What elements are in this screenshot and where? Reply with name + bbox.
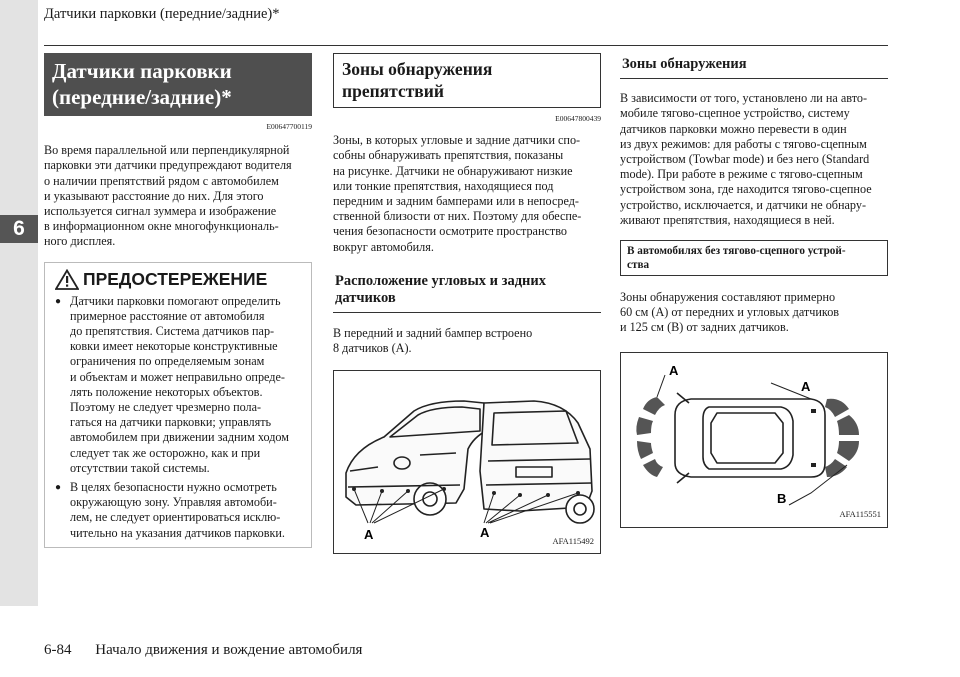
text-line: автомобилем при движении задним ходом <box>70 430 289 445</box>
text-line: окружающую зону. Управляя автомоби- <box>70 495 277 510</box>
text-line: ограничения по определяемым зонам <box>70 354 265 369</box>
text-line: 8 датчиков (A). <box>333 341 412 356</box>
label-b-rear-zone: B <box>777 490 787 506</box>
text-line: или тонкие препятствия, находящиеся под <box>333 178 554 193</box>
title-line: Датчики парковки <box>52 59 232 83</box>
top-view-zones-illustration <box>621 353 887 527</box>
text-line: 60 см (A) от передних и угловых датчиков <box>620 305 840 320</box>
text-line: на рисунке. Датчики не обнаруживают низкие <box>333 163 573 178</box>
text-line: до препятствия. Система датчиков пар- <box>70 324 275 339</box>
text-line: о наличии препятствий рядом с автомобилем <box>44 173 279 188</box>
note-box-no-towbar <box>620 240 888 276</box>
distances-paragraph <box>620 290 888 336</box>
title-line: Расположение угловых и задних <box>335 272 547 289</box>
zones-paragraph <box>333 133 601 255</box>
text-line: В зависимости от того, установлено ли на авто- <box>620 91 868 106</box>
warning-triangle-icon <box>55 269 79 290</box>
figure-code: AFA115492 <box>552 536 594 547</box>
text-line: Во время параллельной или перпендикулярной <box>44 143 290 158</box>
text-line: живают препятствия, находящиеся в ней. <box>620 212 835 227</box>
text-line: чительно на указания датчиков парковки. <box>70 525 285 540</box>
column-middle <box>333 53 601 554</box>
figure-sensor-locations <box>333 370 601 554</box>
title-line: (передние/задние)* <box>52 85 232 109</box>
text-line: устройством зона, где находится тягово-сцепное <box>620 182 872 197</box>
doc-code: E00647800439 <box>555 114 601 123</box>
text-line: парковки эти датчики предупреждают водителя <box>44 158 292 173</box>
label-a-front: A <box>364 527 374 543</box>
text-line: передним и задним бамперами или в непосред- <box>333 194 579 209</box>
text-line: ного дисплея. <box>44 234 116 249</box>
footer-section-title: Начало движения и вождение автомобиля <box>95 642 363 658</box>
title-line: Зоны обнаружения <box>342 59 493 79</box>
sidebar-tab <box>0 0 38 606</box>
car-sensors-illustration <box>334 371 600 553</box>
intro-paragraph <box>44 143 312 249</box>
text-line: Поэтому не следует чрезмерно пола- <box>70 400 262 415</box>
text-line: чения безопасности осмотрите пространство <box>333 224 567 239</box>
text-line: ственной близости от них. Поэтому для обеспе- <box>333 209 582 224</box>
title-line: датчиков <box>335 289 396 306</box>
warning-header <box>45 263 311 292</box>
text-line: В передний и задний бампер встроено <box>333 325 533 340</box>
text-line: вокруг автомобиля. <box>333 239 434 254</box>
chapter-number: 6 <box>0 215 38 243</box>
text-line: ковки имеет некоторые конструктивные <box>70 339 278 354</box>
text-line: примерное расстояние от автомобиля <box>70 308 265 323</box>
text-line: лем, не следует ориентироваться исклю- <box>70 510 281 525</box>
text-line: Зоны, в которых угловые и задние датчики спо- <box>333 133 581 148</box>
text-line: устройство, исключается, и датчики не обнару- <box>620 197 867 212</box>
label-a-rear: A <box>480 525 490 541</box>
column-left <box>44 53 312 548</box>
text-line: используется сигнал зуммера и изображение <box>44 204 277 219</box>
figure-detection-zones <box>620 352 888 528</box>
warning-box <box>44 262 312 548</box>
text-line: датчиков парковки можно перевести в один <box>620 121 847 136</box>
text-line: В автомобилях без тягово-сцепного устрой- <box>627 245 846 258</box>
bullet-icon: ● <box>55 295 62 307</box>
warning-item <box>45 478 311 543</box>
text-line: устройством (Towbar mode) и без него (Standard <box>620 152 870 167</box>
text-line: отсутствии такой системы. <box>70 460 210 475</box>
warning-item <box>45 292 311 478</box>
bullet-icon: ● <box>55 482 62 494</box>
doc-code: E00647700119 <box>266 122 312 131</box>
text-line: и объектам и может неправильно опреде- <box>70 369 285 384</box>
section-title-zones: Зоны обнаружения <box>620 53 888 79</box>
page-number: 6-84 <box>44 642 72 658</box>
text-line: собны обнаруживать препятствия, показаны <box>333 148 564 163</box>
title-line: препятствий <box>342 81 444 101</box>
subsection-title-sensor-locations <box>333 273 601 313</box>
text-line: лять положение некоторых объектов. <box>70 384 263 399</box>
text-line: мобиле тягово-сцепное устройство, систему <box>620 106 850 121</box>
warning-label: ПРЕДОСТЕРЕЖЕНИЕ <box>83 268 268 289</box>
text-line: ства <box>627 259 650 272</box>
section-title-detection-zones <box>333 53 601 108</box>
text-line: из двух режимов: для работы с тягово-сцепным <box>620 136 867 151</box>
text-line: Зоны обнаружения составляют примерно <box>620 290 836 305</box>
text-line: Датчики парковки помогают определить <box>70 293 281 308</box>
text-line: mode). При работе в режиме с тягово-сцепным <box>620 167 863 182</box>
header-rule <box>44 45 888 46</box>
text-line: гаться на датчики парковки; управлять <box>70 415 272 430</box>
page-footer <box>44 642 362 659</box>
text-line: следует так же осторожно, как и при <box>70 445 261 460</box>
label-a-front-zone: A <box>669 362 679 378</box>
text-line: в информационном окне многофункциональ- <box>44 219 279 234</box>
text-line: В целях безопасности нужно осмотреть <box>70 480 277 495</box>
text-line: и 125 см (B) от задних датчиков. <box>620 320 789 335</box>
page-header-title: Датчики парковки (передние/задние)* <box>44 6 280 22</box>
figure-code: AFA115551 <box>839 509 881 520</box>
label-a-corner-zone: A <box>801 378 811 394</box>
modes-paragraph <box>620 91 888 228</box>
sensors-paragraph <box>333 326 601 356</box>
section-title-parking-sensors <box>44 53 312 116</box>
column-right <box>620 53 888 528</box>
text-line: и указывают расстояние до них. Для этого <box>44 188 264 203</box>
